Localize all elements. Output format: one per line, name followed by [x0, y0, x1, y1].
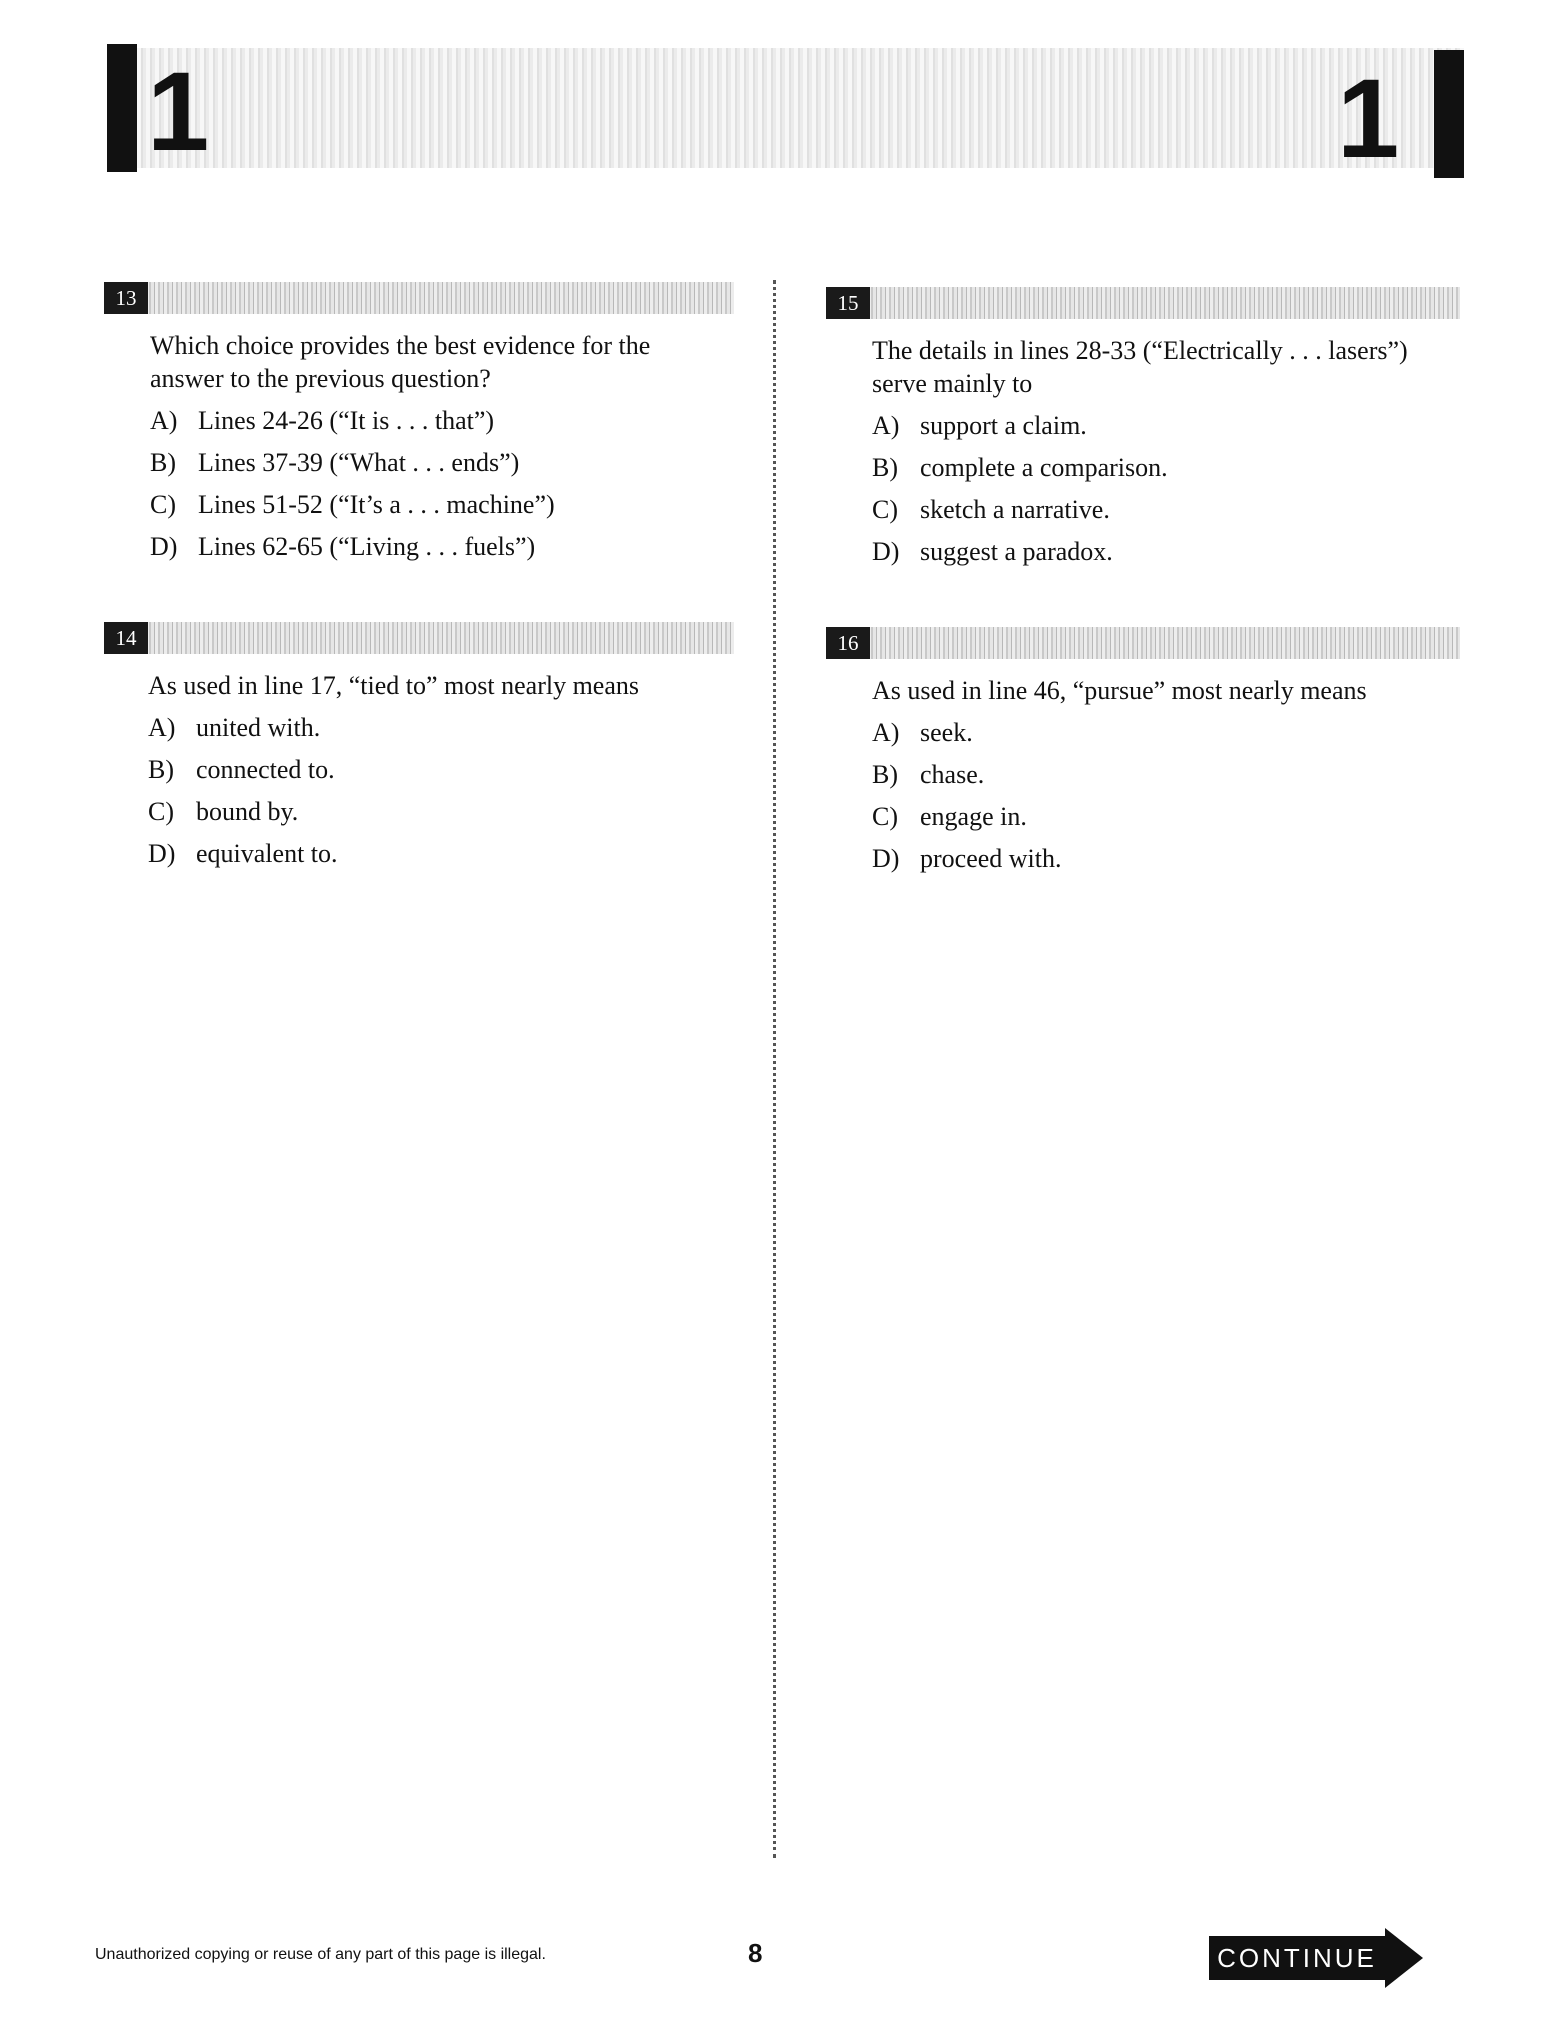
answer-choice-a[interactable]: A) seek.	[872, 717, 973, 747]
answer-choice-c[interactable]: C) engage in.	[872, 801, 1027, 831]
question-number: 13	[104, 282, 148, 314]
continue-button[interactable]	[1209, 1930, 1423, 1986]
answer-choice-a[interactable]: A) united with.	[148, 712, 321, 742]
choice-text: proceed with.	[920, 843, 1062, 873]
choice-text: engage in.	[920, 801, 1027, 831]
column-divider	[773, 280, 776, 1858]
question-header-13	[104, 282, 734, 314]
question-number: 16	[826, 627, 870, 659]
choice-text: Lines 51-52 (“It’s a . . . machine”)	[198, 489, 555, 519]
question-header-16	[826, 627, 1460, 659]
choice-text: connected to.	[196, 754, 335, 784]
question-header-14	[104, 622, 734, 654]
question-16	[872, 674, 1442, 883]
choice-text: complete a comparison.	[920, 452, 1168, 482]
section-number-left: 1	[147, 49, 210, 174]
choice-text: Lines 37-39 (“What . . . ends”)	[198, 447, 520, 477]
arrow-right-icon	[1385, 1928, 1423, 1988]
question-15	[872, 334, 1442, 576]
choice-text: suggest a paradox.	[920, 536, 1113, 566]
answer-choice-a[interactable]: A) Lines 24-26 (“It is . . . that”)	[150, 405, 495, 435]
answer-choice-c[interactable]: C) bound by.	[148, 796, 299, 826]
answer-choice-c[interactable]: C) Lines 51-52 (“It’s a . . . machine”)	[150, 489, 555, 519]
section-banner	[107, 48, 1464, 174]
question-number: 15	[826, 287, 870, 319]
choice-text: chase.	[920, 759, 985, 789]
choice-text: seek.	[920, 717, 973, 747]
answer-choice-b[interactable]: B) connected to.	[148, 754, 335, 784]
answer-choice-a[interactable]: A) support a claim.	[872, 410, 1087, 440]
question-stem: As used in line 46, “pursue” most nearly means	[872, 676, 1367, 705]
answer-choice-d[interactable]: D) proceed with.	[872, 843, 1062, 873]
question-stem: As used in line 17, “tied to” most nearly means	[148, 671, 640, 700]
answer-choice-b[interactable]: B) complete a comparison.	[872, 452, 1168, 482]
choice-text: Lines 62-65 (“Living . . . fuels”)	[198, 531, 536, 561]
section-number-right: 1	[1337, 56, 1400, 181]
choice-text: sketch a narrative.	[920, 494, 1110, 524]
question-header-15	[826, 287, 1460, 319]
choice-text: united with.	[196, 712, 321, 742]
page-number: 8	[748, 1938, 763, 1968]
answer-choice-b[interactable]: B) Lines 37-39 (“What . . . ends”)	[150, 447, 520, 477]
choice-text: Lines 24-26 (“It is . . . that”)	[198, 405, 495, 435]
answer-choice-c[interactable]: C) sketch a narrative.	[872, 494, 1110, 524]
answer-choice-b[interactable]: B) chase.	[872, 759, 985, 789]
copyright-notice: Unauthorized copying or reuse of any part of this page is illegal.	[95, 1946, 546, 1963]
answer-choice-d[interactable]: D) Lines 62-65 (“Living . . . fuels”)	[150, 531, 536, 561]
question-stem: The details in lines 28-33 (“Electrically . . . lasers”) serve mainly to	[872, 336, 1408, 398]
question-13	[150, 329, 710, 571]
question-14	[148, 669, 708, 878]
answer-choice-d[interactable]: D) suggest a paradox.	[872, 536, 1113, 566]
section-marker-right	[1434, 50, 1464, 178]
answer-choice-d[interactable]: D) equivalent to.	[148, 838, 338, 868]
choice-text: bound by.	[196, 796, 299, 826]
choice-text: support a claim.	[920, 410, 1087, 440]
section-marker-left	[107, 44, 137, 172]
question-number: 14	[104, 622, 148, 654]
choice-text: equivalent to.	[196, 838, 338, 868]
continue-label: CONTINUE	[1209, 1936, 1385, 1980]
question-stem: Which choice provides the best evidence for the answer to the previous question?	[150, 331, 651, 393]
